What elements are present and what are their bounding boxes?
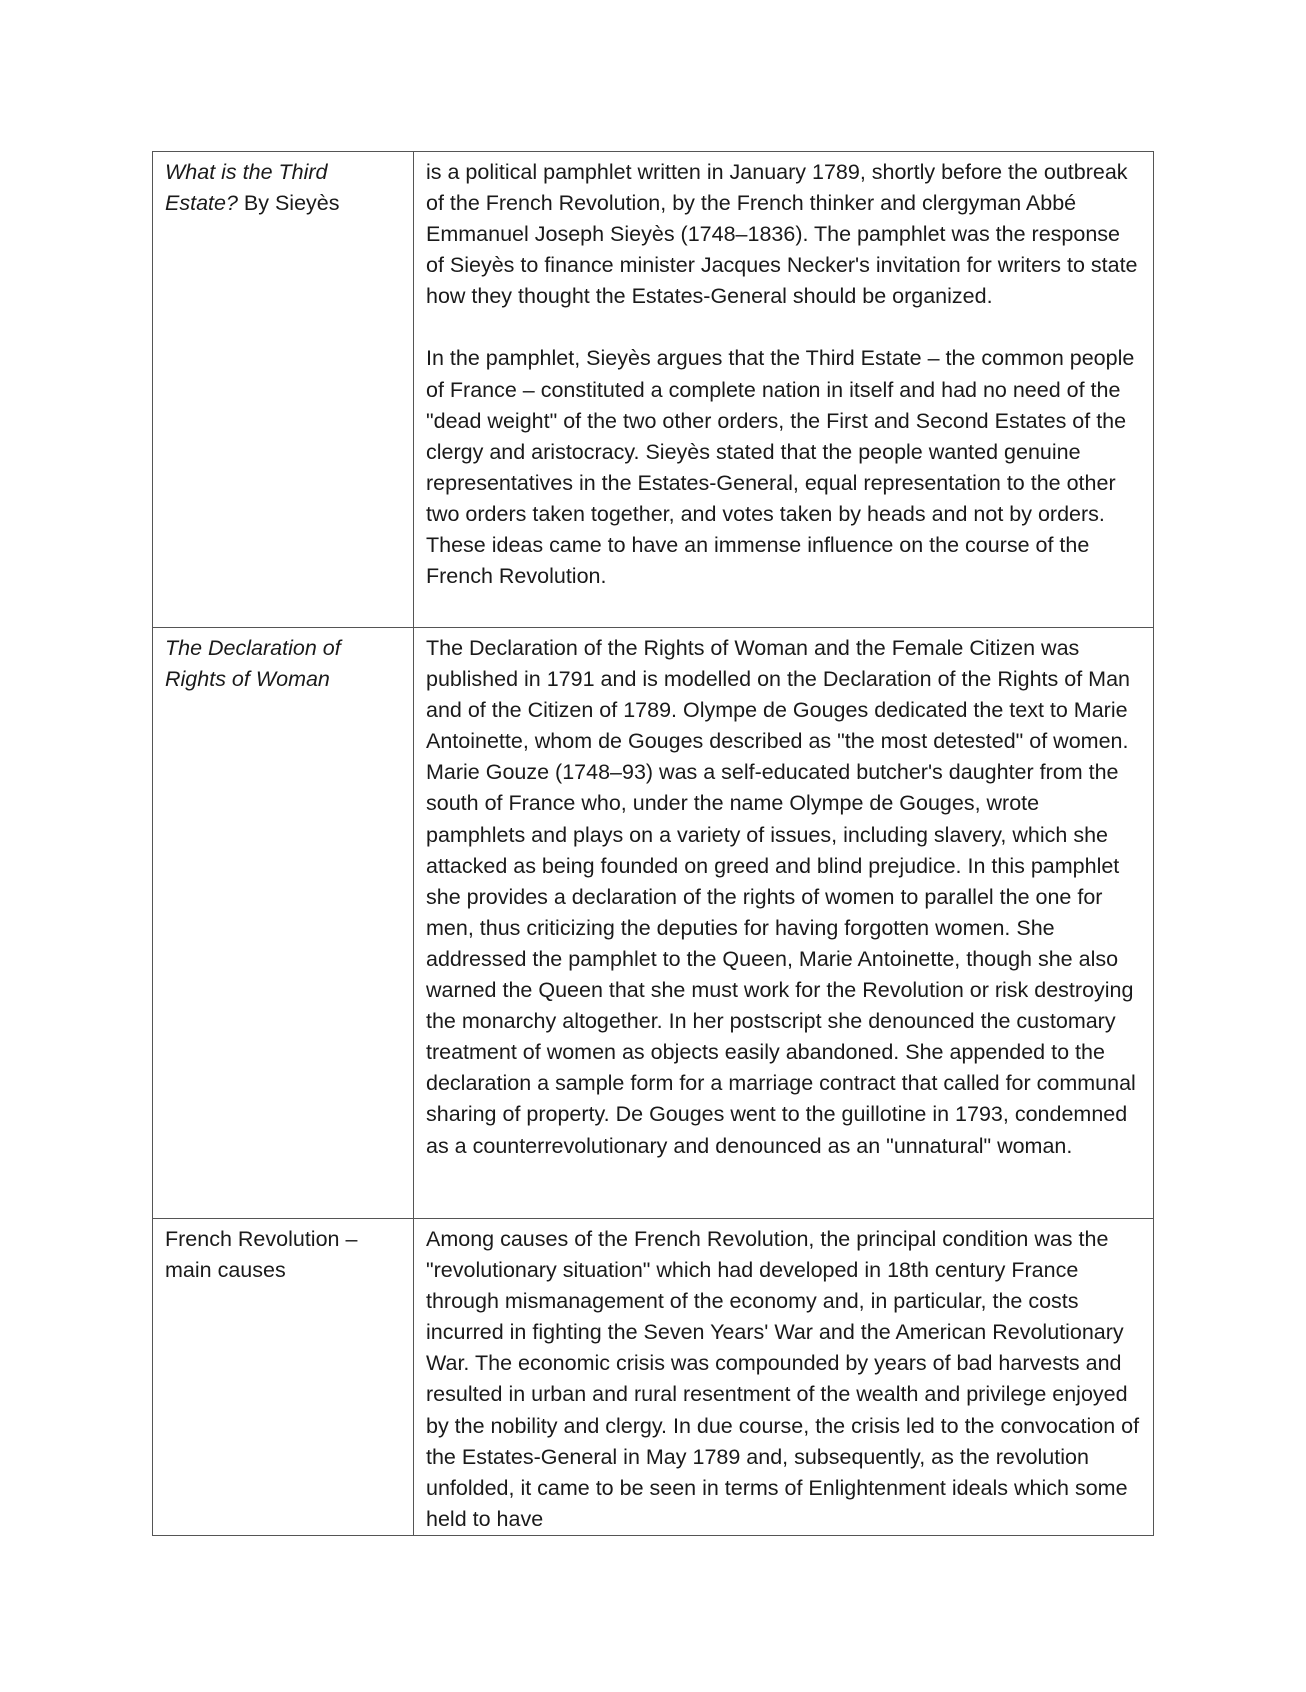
term-cell: [153, 628, 414, 1219]
table-row: [153, 628, 1154, 1219]
term-title: What is the Third Estate?: [165, 160, 328, 216]
definition-paragraph: The Declaration of the Rights of Woman and the Female Citizen was published in 1791 and is modelled on the Declaration of the Rights of Man and of the Citizen of 1789. Olympe de Gouges dedicated the text to Marie Antoinette, whom de Gouges described as "the most detested" of women. Marie Gouze (1748–93) was a self-educated butcher's daughter from the south of France who, under the name Olympe de Gouges, wrote pamphlets and plays on a variety of issues, including slavery, which she attacked as being founded on greed and blind prejudice. In this pamphlet she provides a declaration of the rights of women to parallel the one for men, thus criticizing the deputies for having forgotten women. She addressed the pamphlet to the Queen, Marie Antoinette, though she also warned the Queen that she must work for the Revolution or risk destroying the monarchy altogether. In her postscript she denounced the customary treatment of women as objects easily abandoned. She appended to the declaration a sample form for a marriage contract that called for communal sharing of property. De Gouges went to the guillotine in 1793, condemned as a counterrevolutionary and denounced as an "unnatural" woman.: [426, 636, 1136, 1158]
definition-paragraph: is a political pamphlet written in January 1789, shortly before the outbreak of the French Revolution, by the French thinker and clergyman Abbé Emmanuel Joseph Sieyès (1748–1836). The pamphlet was the response of Sieyès to finance minister Jacques Necker's invitation for writers to state how they thought the Estates-General should be organized.: [426, 160, 1138, 309]
definition-paragraph: In the pamphlet, Sieyès argues that the Third Estate – the common people of France – constituted a complete nation in itself and had no need of the "dead weight" of the two other orders, the First and Second Estates of the clergy and aristocracy. Sieyès stated that the people wanted genuine representatives in the Estates-General, equal representation to the other two orders taken together, and votes taken by heads and not by orders. These ideas came to have an immense influence on the course of the French Revolution.: [426, 346, 1135, 589]
term-cell: [153, 152, 414, 628]
definition-cell: [414, 628, 1154, 1219]
table-row: [153, 152, 1154, 628]
term-author: By Sieyès: [237, 191, 340, 216]
definition-cell: [414, 1219, 1154, 1536]
term-title: The Declaration of Rights of Woman: [165, 636, 341, 692]
definition-paragraph: Among causes of the French Revolution, the principal condition was the "revolutionary situation" which had developed in 18th century France through mismanagement of the economy and, in particular, the costs incurred in fighting the Seven Years' War and the American Revolutionary War. The economic crisis was compounded by years of bad harvests and resulted in urban and rural resentment of the wealth and privilege enjoyed by the nobility and clergy. In due course, the crisis led to the convocation of the Estates-General in May 1789 and, subsequently, as the revolution unfolded, it came to be seen in terms of Enlightenment ideals which some held to have: [426, 1227, 1140, 1531]
table-row: [153, 1219, 1154, 1536]
term-title: French Revolution – main causes: [165, 1227, 358, 1283]
term-cell: [153, 1219, 414, 1536]
definition-cell: [414, 152, 1154, 628]
glossary-table: [152, 151, 1154, 1536]
